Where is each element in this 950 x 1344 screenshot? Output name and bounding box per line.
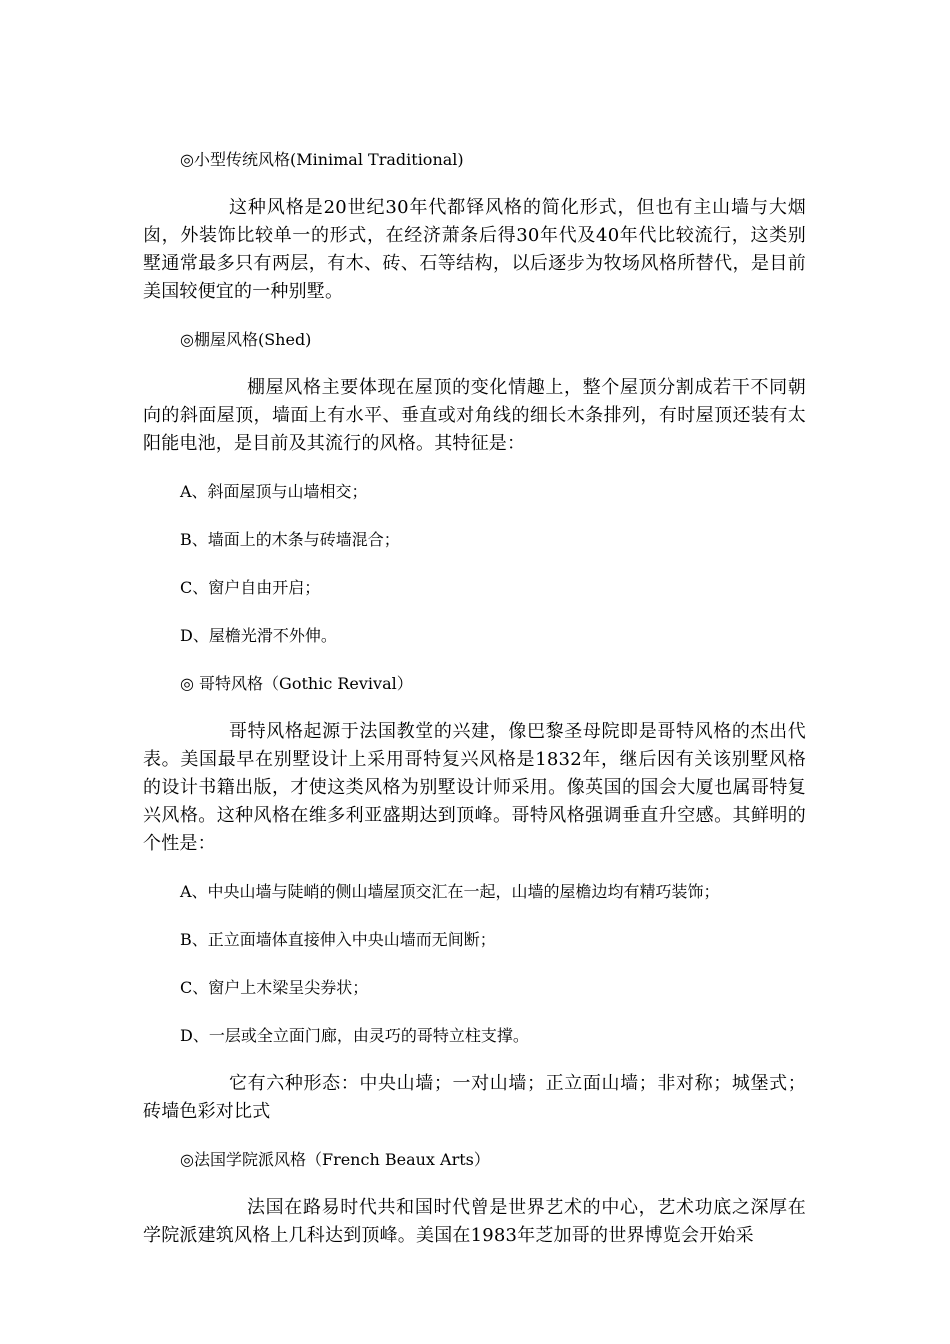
section-heading-minimal-traditional: ◎小型传统风格(Minimal Traditional) [180, 150, 464, 169]
section-closing-gothic-revival: 它有六种形态：中央山墙；一对山墙；正立面山墙；非对称；城堡式；砖墙色彩对比式 [143, 1073, 806, 1122]
list-item-gothic-c: C、窗户上木梁呈尖券状； [180, 978, 369, 997]
list-item-shed-a: A、斜面屋顶与山墙相交； [180, 482, 368, 501]
section-heading-french-beaux-arts: ◎法国学院派风格（French Beaux Arts） [180, 1150, 490, 1169]
list-item-gothic-b: B、正立面墙体直接伸入中央山墙而无间断； [180, 930, 496, 949]
list-item-shed-d: D、屋檐光滑不外伸。 [180, 626, 337, 645]
section-heading-gothic-revival: ◎ 哥特风格（Gothic Revival） [180, 674, 413, 693]
section-paragraph-shed: 棚屋风格主要体现在屋顶的变化情趣上，整个屋顶分割成若干不同朝向的斜面屋顶，墙面上有水平、垂直或对角线的细长木条排列，有时屋顶还装有太阳能电池，是目前及其流行的风格。其特征是： [143, 377, 806, 454]
section-paragraph-french-beaux-arts: 法国在路易时代共和国时代曾是世界艺术的中心，艺术功底之深厚在学院派建筑风格上几科达到顶峰。美国在1983年芝加哥的世界博览会开始采 [143, 1197, 806, 1246]
section-paragraph-gothic-revival: 哥特风格起源于法国教堂的兴建，像巴黎圣母院即是哥特风格的杰出代表。美国最早在别墅设计上采用哥特复兴风格是1832年，继后因有关该别墅风格的设计书籍出版，才使这类风格为别墅设计师采用。像英国的国会大厦也属哥特复兴风格。这种风格在维多利亚盛期达到顶峰。哥特风格强调垂直升空感。其鲜明的个性是： [143, 721, 806, 854]
list-item-shed-b: B、墙面上的木条与砖墙混合； [180, 530, 400, 549]
section-paragraph-minimal-traditional: 这种风格是20世纪30年代都铎风格的简化形式，但也有主山墙与大烟囱，外装饰比较单一的形式，在经济萧条后得30年代及40年代比较流行，这类别墅通常最多只有两层，有木、砖、石等结构，以后逐步为牧场风格所替代，是目前美国较便宜的一种别墅。 [143, 197, 806, 302]
section-heading-shed: ◎棚屋风格(Shed) [180, 330, 312, 349]
document-body [143, 146, 806, 1250]
list-item-shed-c: C、窗户自由开启； [180, 578, 321, 597]
list-item-gothic-d: D、一层或全立面门廊，由灵巧的哥特立柱支撑。 [180, 1026, 529, 1045]
list-item-gothic-a: A、中央山墙与陡峭的侧山墙屋顶交汇在一起，山墙的屋檐边均有精巧装饰； [180, 882, 720, 901]
